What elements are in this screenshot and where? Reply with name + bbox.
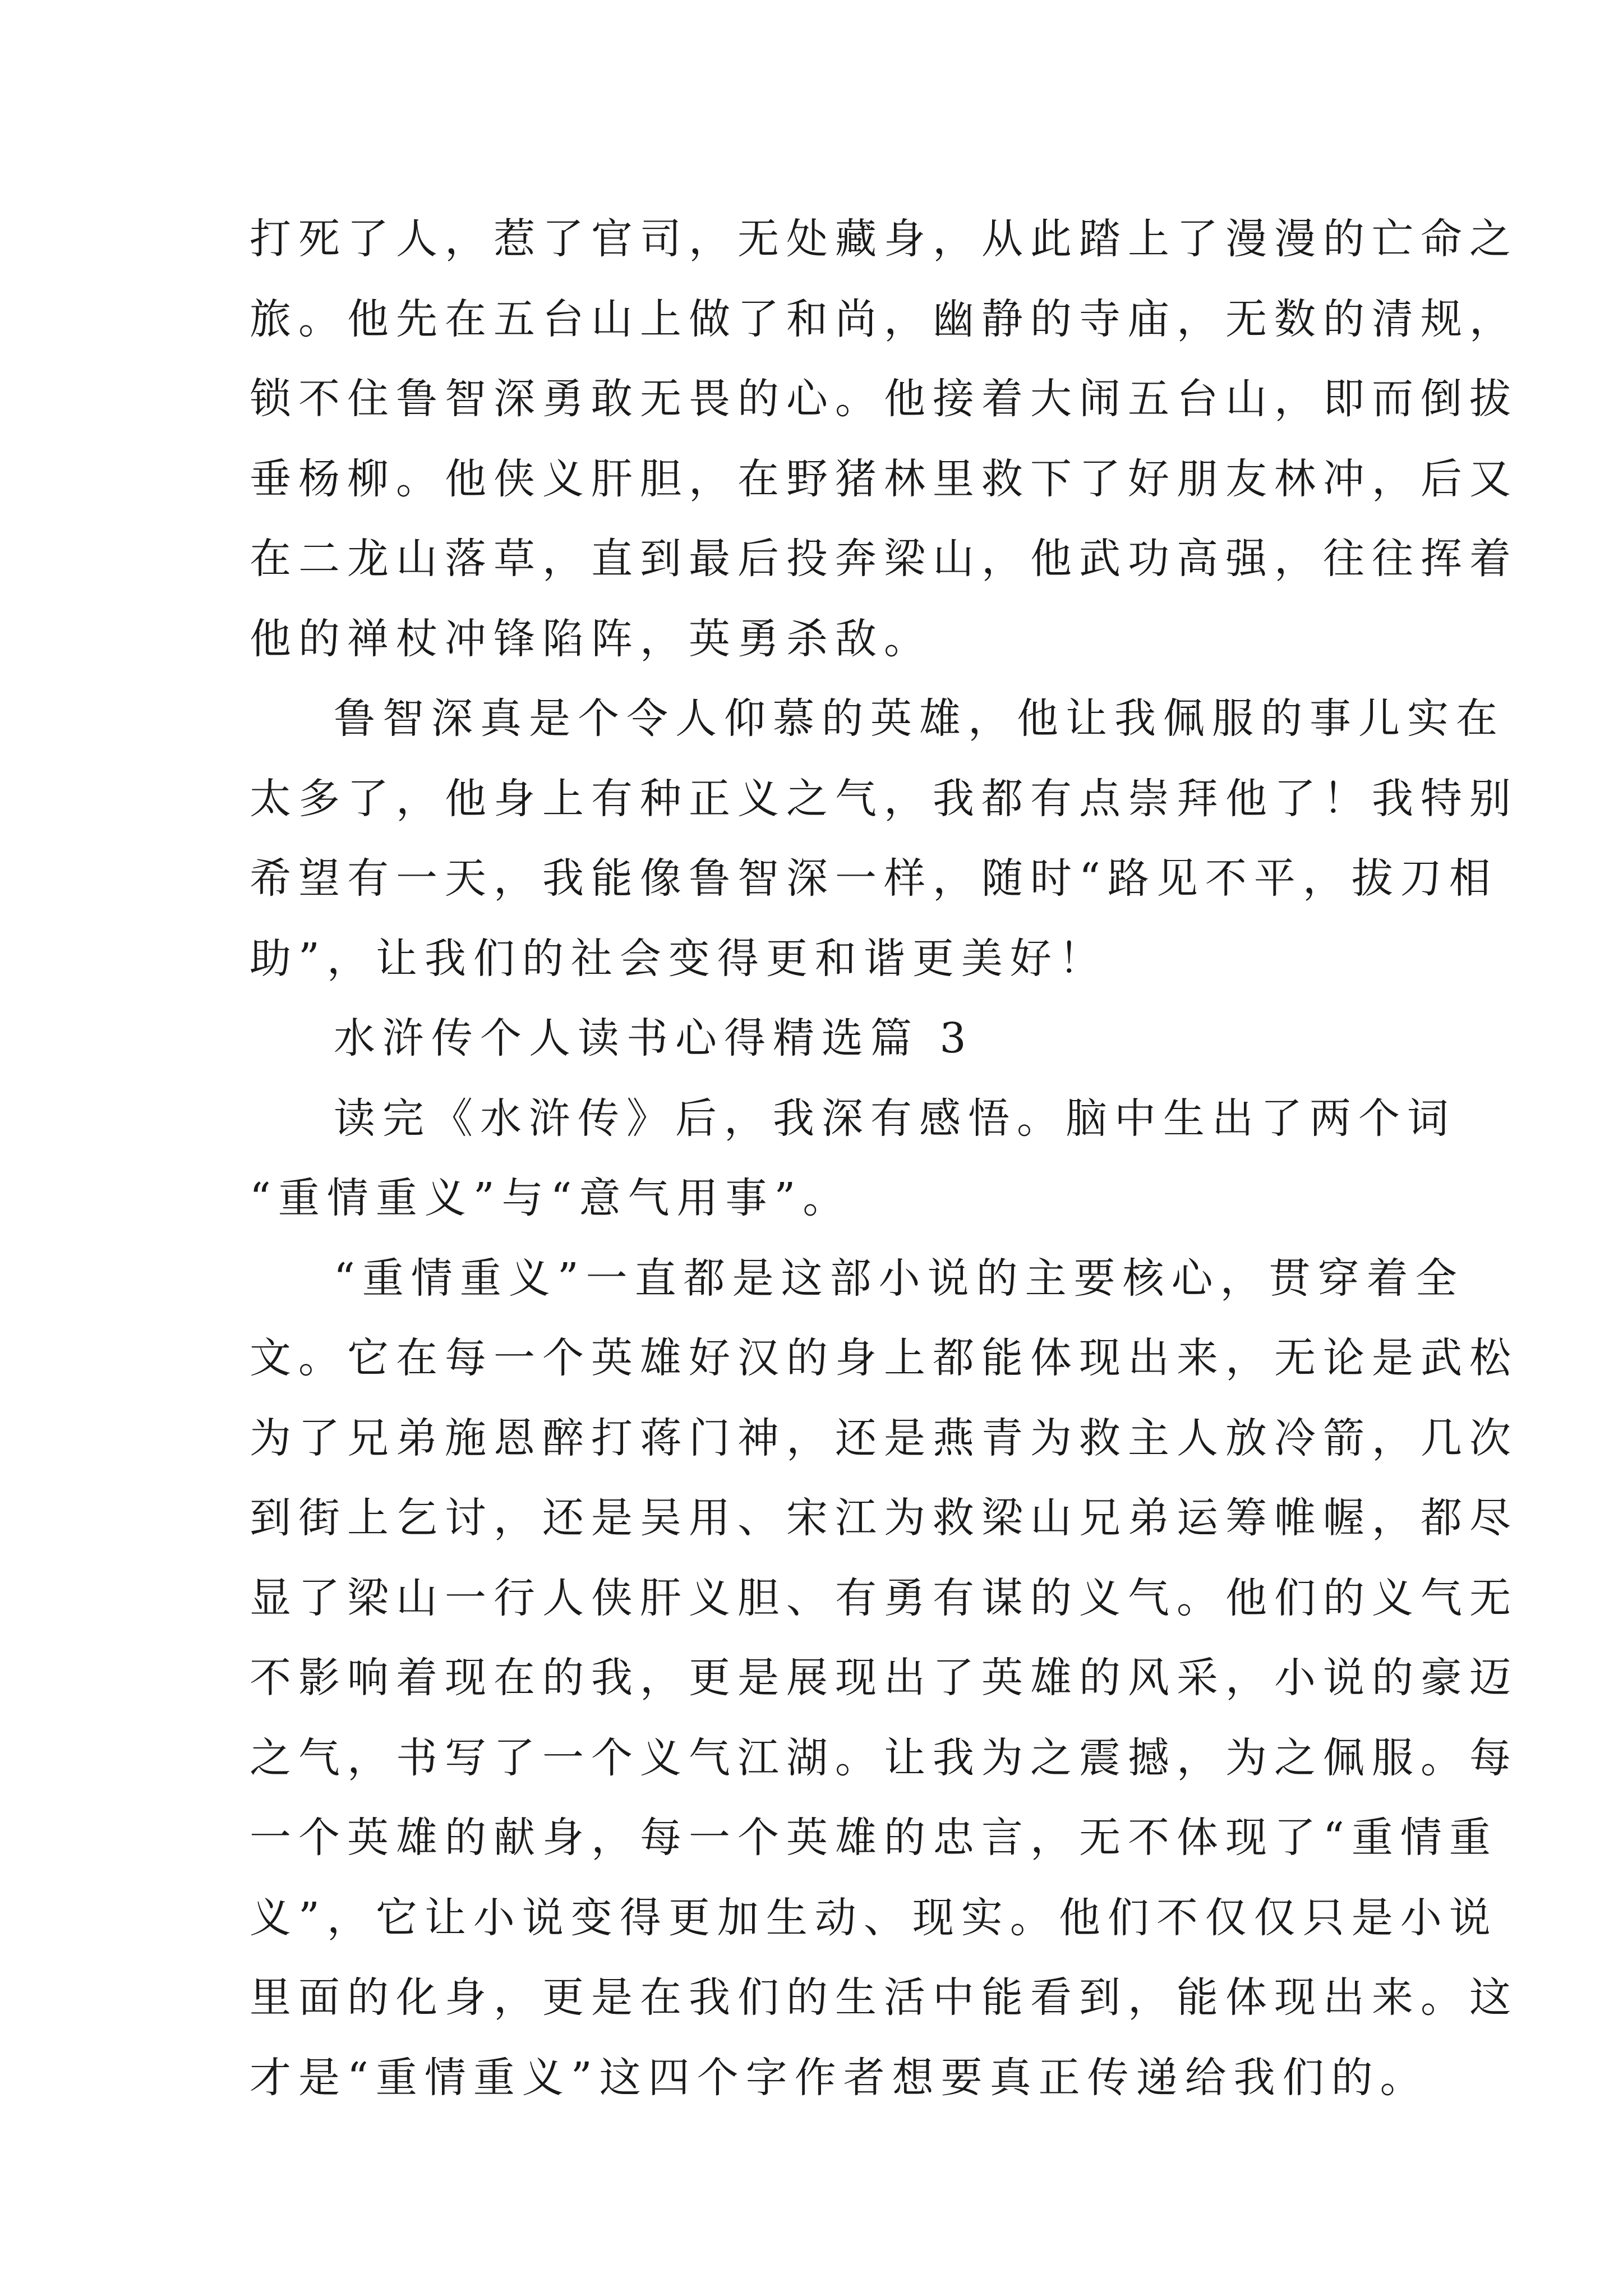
text-line: 鲁智深真是个令人仰慕的英雄，他让我佩服的事儿实在 <box>334 694 1505 743</box>
text-line: 读完《水浒传》后，我深有感悟。脑中生出了两个词 <box>334 1094 1456 1143</box>
text-line: 一个英雄的献身，每一个英雄的忠言，无不体现了“重情重 <box>250 1814 1498 1862</box>
document-body <box>250 199 1518 2118</box>
text-line: 希望有一天，我能像鲁智深一样，随时“路见不平，拔刀相 <box>250 854 1498 903</box>
text-line: 助”，让我们的社会变得更和谐更美好！ <box>250 934 1108 983</box>
text-line: 在二龙山落草，直到最后投奔梁山，他武功高强，往往挥着 <box>250 535 1518 583</box>
text-line: 太多了，他身上有种正义之气，我都有点崇拜他了！我特别 <box>250 774 1518 823</box>
text-line: 垂杨柳。他侠义肝胆，在野猪林里救下了好朋友林冲，后又 <box>250 454 1518 503</box>
text-line: 旅。他先在五台山上做了和尚，幽静的寺庙，无数的清规， <box>250 295 1518 343</box>
text-line: 到街上乞讨，还是吴用、宋江为救梁山兄弟运筹帷幄，都尽 <box>250 1494 1518 1542</box>
text-line: 打死了人，惹了官司，无处藏身，从此踏上了漫漫的亡命之 <box>250 215 1518 263</box>
text-line: 锁不住鲁智深勇敢无畏的心。他接着大闹五台山，即而倒拔 <box>250 375 1518 423</box>
text-line: 文。它在每一个英雄好汉的身上都能体现出来，无论是武松 <box>250 1334 1518 1382</box>
text-line: “重情重义”一直都是这部小说的主要核心，贯穿着全 <box>334 1254 1464 1303</box>
text-line: 他的禅杖冲锋陷阵，英勇杀敌。 <box>250 614 933 663</box>
text-line: 为了兄弟施恩醉打蒋门神，还是燕青为救主人放冷箭，几次 <box>250 1414 1518 1462</box>
text-line: 之气，书写了一个义气江湖。让我为之震撼，为之佩服。每 <box>250 1733 1518 1782</box>
text-line: 义”，它让小说变得更加生动、现实。他们不仅仅只是小说 <box>250 1893 1498 1942</box>
text-line: 不影响着现在的我，更是展现出了英雄的风采，小说的豪迈 <box>250 1654 1518 1702</box>
text-line: 里面的化身，更是在我们的生活中能看到，能体现出来。这 <box>250 1973 1518 2022</box>
text-line: 才是“重情重义”这四个字作者想要真正传递给我们的。 <box>250 2053 1429 2102</box>
text-line: 显了梁山一行人侠肝义胆、有勇有谋的义气。他们的义气无 <box>250 1573 1518 1622</box>
text-line: 水浒传个人读书心得精选篇 3 <box>334 1014 974 1062</box>
text-line: “重情重义”与“意气用事”。 <box>250 1174 852 1222</box>
